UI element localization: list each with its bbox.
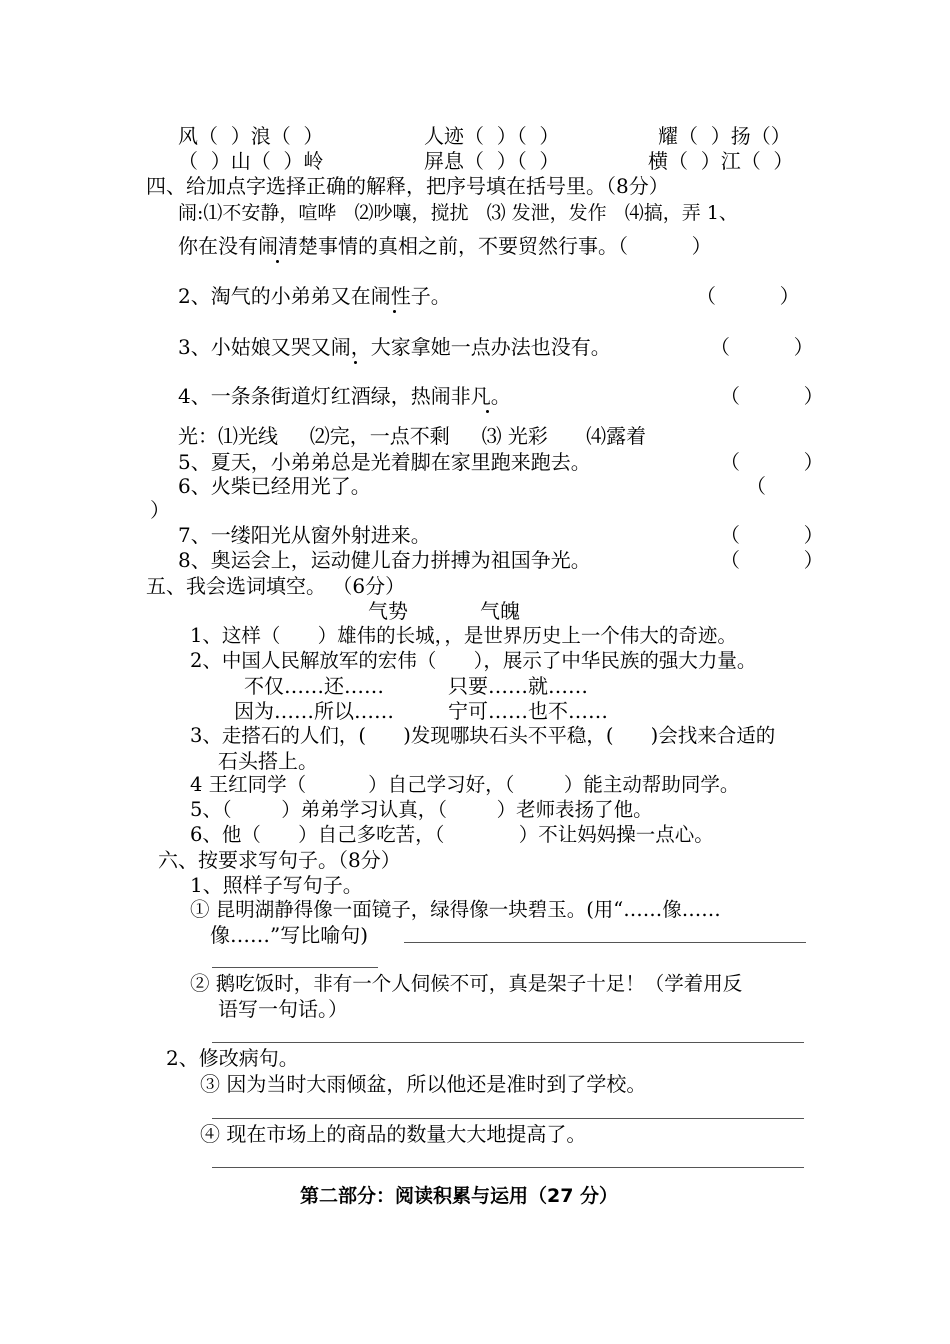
s4-question-6: 6、火柴已经用光了。 (178, 474, 371, 498)
answer-line[interactable] (212, 1042, 804, 1043)
s6-subsection-2: 2、修改病句。 (166, 1046, 299, 1070)
s4-answer-paren-4: （ ） (720, 384, 824, 408)
s5-question-5: 5、（ ）弟弟学习认真，（ ）老师表扬了他。 (190, 798, 653, 821)
answer-line[interactable] (404, 942, 806, 943)
s4-answer-paren-2: （ ） (696, 284, 800, 308)
idiom-row2-col3: 横（ ）江（ ） (648, 149, 794, 173)
nao-definitions: 闹:⑴不安静，喧哗 ⑵吵嚷，搅扰 ⑶ 发泄，发作 ⑷搞，弄 1、 (178, 202, 738, 224)
answer-line[interactable] (212, 1118, 804, 1119)
emphasis-dot (276, 260, 279, 263)
idiom-row1-col2: 人迹（ ）（ ） (424, 124, 560, 148)
s5-question-4: 4 王红同学（ ）自己学习好，（ ）能主动帮助同学。 (190, 773, 740, 796)
s4-answer-paren-5: （ ） (720, 450, 824, 474)
s5-question-6: 6、他（ ）自己多吃苦，（ ）不让妈妈操一点心。 (190, 823, 714, 846)
s6-item-4: ④ 现在市场上的商品的数量大大地提高了。 (200, 1122, 587, 1146)
conjunction-4: 宁可……也不…… (448, 699, 608, 723)
s4-question-8: 8、奥运会上，运动健儿奋力拼搏为祖国争光。 (178, 548, 591, 572)
section4-heading: 四、给加点字选择正确的解释，把序号填在括号里。（8分） (146, 174, 669, 198)
section5-heading: 五、我会选词填空。 （6分） (146, 574, 406, 598)
answer-line[interactable] (212, 1167, 804, 1168)
answer-line[interactable] (212, 967, 378, 968)
s6-subsection-1: 1、照样子写句子。 (190, 873, 363, 897)
conjunction-2: 只要……就…… (448, 674, 588, 698)
s4-question-1: 你在没有闹清楚事情的真相之前，不要贸然行事。（ ） (178, 234, 712, 258)
s5-question-1: 1、这样（ ）雄伟的长城，，是世界历史上一个伟大的奇迹。 (190, 624, 737, 647)
idiom-row2-col1: （ ）山（ ）岭 (178, 149, 324, 173)
emphasis-dot (486, 410, 489, 413)
guang-definitions: 光：⑴光线 ⑵完，一点不剩 ⑶ 光彩 ⑷露着 (178, 424, 647, 448)
part2-heading: 第二部分：阅读积累与运用（27 分） (300, 1185, 619, 1207)
s4-answer-paren-3: （ ） (710, 335, 814, 359)
word-choice-2: 气魄 (480, 599, 520, 623)
s4-question-3: 3、小姑娘又哭又闹，大家拿她一点办法也没有。 (178, 335, 611, 359)
s4-question-7: 7、一缕阳光从窗外射进来。 (178, 523, 431, 547)
s6-item-3: ③ 因为当时大雨倾盆，所以他还是准时到了学校。 (200, 1072, 647, 1096)
s4-question-5: 5、夏天，小弟弟总是光着脚在家里跑来跑去。 (178, 450, 591, 474)
s6-item-2-line1: ② 鹅吃饭时，非有一个人伺候不可，真是架子十足！（学着用反 (190, 972, 743, 995)
emphasis-dot (393, 310, 396, 313)
conjunction-1: 不仅……还…… (244, 674, 384, 698)
idiom-row1-col3: 耀（ ）扬（） (658, 124, 791, 148)
s4-answer-paren-8: （ ） (720, 548, 824, 572)
s6-item-1-line1: ① 昆明湖静得像一面镜子，绿得像一块碧玉。(用“……像…… (190, 898, 721, 921)
s6-item-2-line2: 语写一句话。） (218, 997, 348, 1021)
s5-question-3-line1: 3、走搭石的人们，( )发现哪块石头不平稳，( )会找来合适的 (190, 724, 776, 747)
s6-item-1-line2: 像……”写比喻句) (210, 923, 369, 947)
s5-question-2: 2、中国人民解放军的宏伟（ ），展示了中华民族的强大力量。 (190, 649, 757, 672)
s5-question-3-line2: 石头搭上。 (218, 749, 318, 773)
s4-question-4: 4、一条条街道灯红酒绿，热闹非凡。 (178, 384, 511, 408)
section6-heading: 六、按要求写句子。（8分） (158, 848, 401, 872)
s4-question-2: 2、淘气的小弟弟又在闹性子。 (178, 284, 451, 308)
word-choice-1: 气势 (368, 599, 408, 623)
emphasis-dot (354, 361, 357, 364)
s4-answer-paren-7: （ ） (720, 523, 824, 547)
s4-answer-paren-6-close: ） (150, 498, 170, 522)
conjunction-3: 因为……所以…… (234, 699, 394, 723)
idiom-row1-col1: 风（ ）浪（ ） (178, 124, 324, 148)
idiom-row2-col2: 屏息（ ）（ ） (424, 149, 560, 173)
s4-answer-paren-6-open: （ (746, 474, 766, 498)
